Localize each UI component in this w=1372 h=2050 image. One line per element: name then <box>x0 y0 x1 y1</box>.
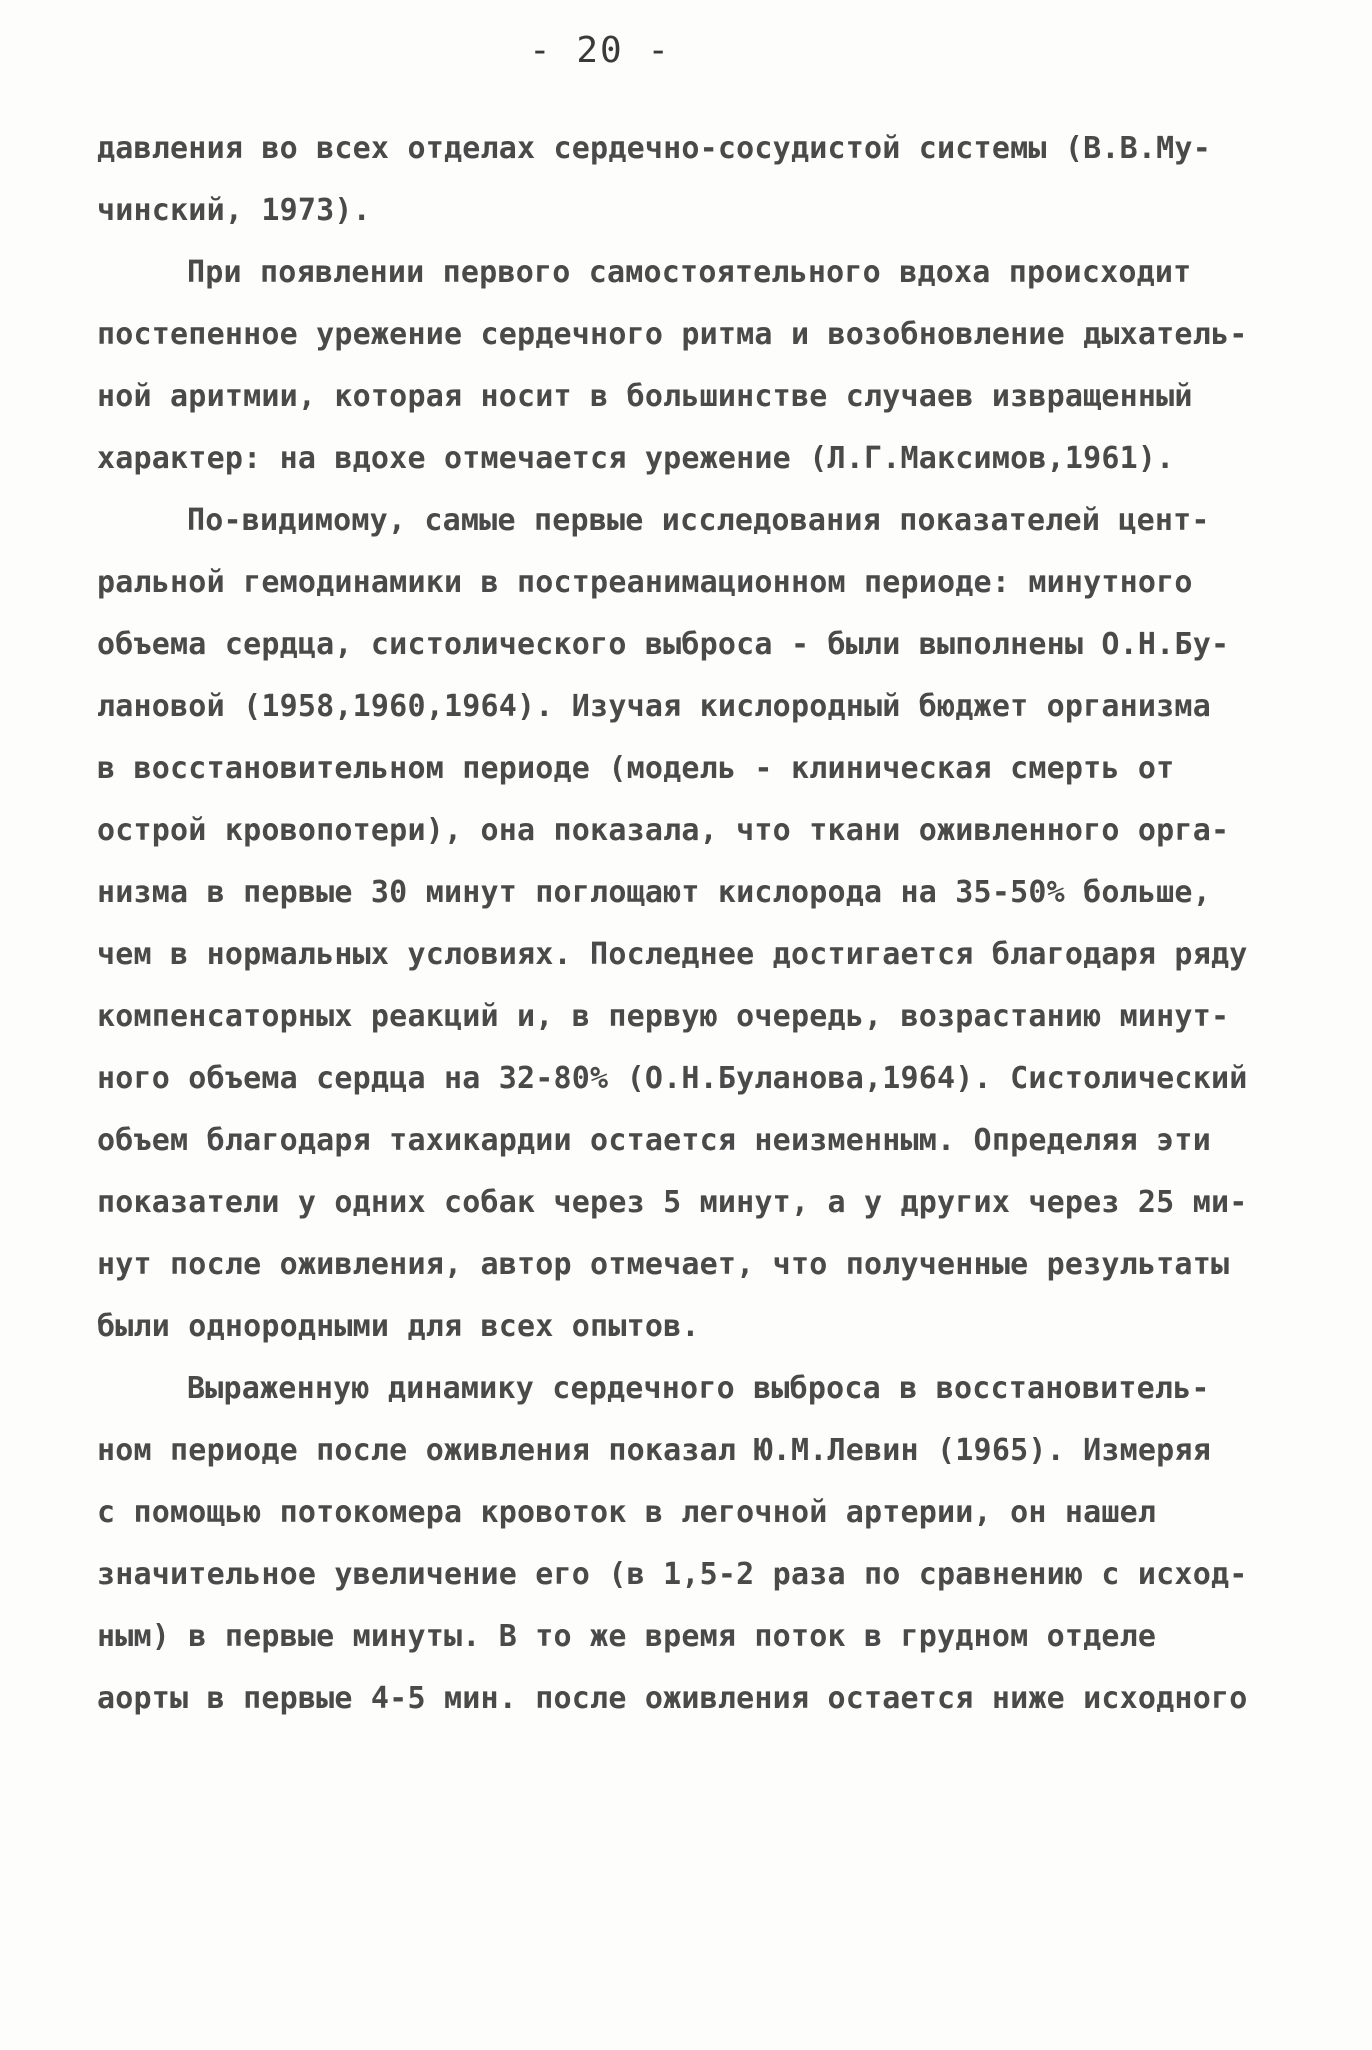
text-line: ным) в первые минуты. В то же время поток в грудном отделе <box>97 1619 1157 1654</box>
text-line: объем благодаря тахикардии остается неизменным. Определяя эти <box>97 1123 1211 1158</box>
text-line: значительное увеличение его (в 1,5-2 раза по сравнению с исход- <box>97 1557 1248 1592</box>
text-line: нут после оживления, автор отмечает, что полученные результаты <box>97 1247 1230 1282</box>
text-line: ном периоде после оживления показал Ю.М.Левин (1965). Измеряя <box>97 1433 1211 1468</box>
page-number: - 20 - <box>528 30 672 71</box>
body-text <box>97 118 1277 1730</box>
text-line: ной аритмии, которая носит в большинстве случаев извращенный <box>97 379 1193 414</box>
text-line: ного объема сердца на 32-80% (О.Н.Буланова,1964). Систолический <box>97 1061 1248 1096</box>
text-line: ральной гемодинамики в постреанимационном периоде: минутного <box>97 565 1193 600</box>
text-line: При появлении первого самостоятельного вдоха происходит <box>187 255 1192 290</box>
text-line: лановой (1958,1960,1964). Изучая кислородный бюджет организма <box>97 689 1211 724</box>
text-line: были однородными для всех опытов. <box>97 1309 700 1344</box>
text-line: Выраженную динамику сердечного выброса в восстановитель- <box>187 1371 1210 1406</box>
text-line: в восстановительном периоде (модель - клиническая смерть от <box>97 751 1175 786</box>
text-line: низма в первые 30 минут поглощают кислорода на 35-50% больше, <box>97 875 1211 910</box>
text-line: чинский, 1973). <box>97 193 371 228</box>
text-line: показатели у одних собак через 5 минут, а у других через 25 ми- <box>97 1185 1248 1220</box>
text-line: острой кровопотери), она показала, что ткани оживленного орга- <box>97 813 1230 848</box>
text-line: с помощью потокомера кровоток в легочной артерии, он нашел <box>97 1495 1157 1530</box>
text-line: постепенное урежение сердечного ритма и возобновление дыхатель- <box>97 317 1248 352</box>
text-line: чем в нормальных условиях. Последнее достигается благодаря ряду <box>97 937 1248 972</box>
text-line: характер: на вдохе отмечается урежение (Л.Г.Максимов,1961). <box>97 441 1175 476</box>
text-line: объема сердца, систолического выброса - были выполнены О.Н.Бу- <box>97 627 1230 662</box>
text-line: аорты в первые 4-5 мин. после оживления остается ниже исходного <box>97 1681 1248 1716</box>
text-line: По-видимому, самые первые исследования показателей цент- <box>187 503 1210 538</box>
text-line: компенсаторных реакций и, в первую очередь, возрастанию минут- <box>97 999 1230 1034</box>
text-line: давления во всех отделах сердечно-сосудистой системы (В.В.Му- <box>97 131 1211 166</box>
